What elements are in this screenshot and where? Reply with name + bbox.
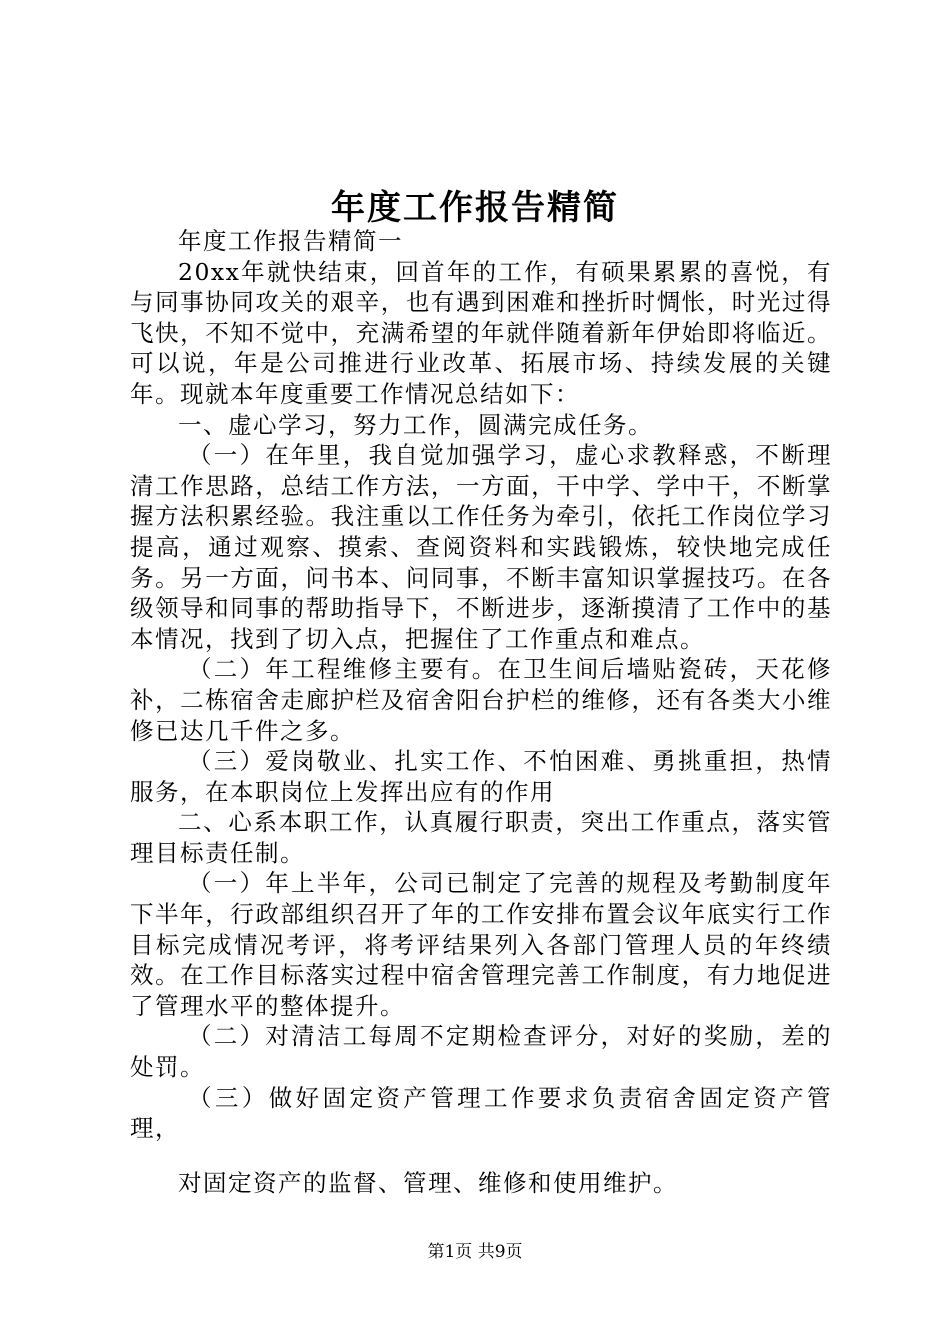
section-heading: 二、心系本职工作，认真履行职责，突出工作重点，落实管理目标责任制。 [130,808,832,867]
paragraph: 年度工作报告精简一 [178,227,403,255]
paragraph: 20xx年就快结束，回首年的工作，有硕果累累的喜悦，有与同事协同攻关的艰辛，也有遇到困难和挫折时惆怅，时光过得飞快，不知不觉中，充满希望的年就伴随着新年伊始即将临近。可以说，年是公司推进行业改革、拓展市场、持续发展的关键年。现就本年度重要工作情况总结如下： [130,257,832,408]
paragraph: 对固定资产的监督、管理、维修和使用维护。 [178,1168,678,1197]
paragraph: （一）在年里，我自觉加强学习，虚心求教释惑，不断理清工作思路，总结工作方法，一方面，干中学、学中干，不断掌握方法积累经验。我注重以工作任务为牵引，依托工作岗位学习提高，通过观察、摸索、查阅资料和实践锻炼，较快地完成任务。另一方面，问书本、问同事，不断丰富知识掌握技巧。在各级领导和同事的帮助指导下，不断进步，逐渐摸清了工作中的基本情况，找到了切入点，把握住了工作重点和难点。 [130,441,832,653]
paragraph: （二）对清洁工每周不定期检查评分，对好的奖励，差的处罚。 [130,1022,832,1082]
paragraph-gap [130,1144,832,1168]
paragraph: （二）年工程维修主要有。在卫生间后墙贴瓷砖，天花修补，二栋宿舍走廊护栏及宿舍阳台护栏的维修，还有各类大小维修已达几千件之多。 [130,655,832,745]
paragraph: （一）年上半年，公司已制定了完善的规程及考勤制度年下半年，行政部组织召开了年的工作安排布置会议年底实行工作目标完成情况考评，将考评结果列入各部门管理人员的年终绩效。在工作目标落实过程中宿舍管理完善工作制度，有力地促进了管理水平的整体提升。 [130,869,832,1020]
document-body [130,226,832,1198]
document-title: 年度工作报告精简 [331,188,619,228]
paragraph: （三）做好固定资产管理工作要求负责宿舍固定资产管理， [130,1083,832,1143]
page-footer: 第1页 共9页 [427,1242,523,1262]
paragraph: （三）爱岗敬业、扎实工作、不怕困难、勇挑重担，热情服务，在本职岗位上发挥出应有的作用 [130,747,832,806]
section-heading: 一、虚心学习，努力工作，圆满完成任务。 [178,410,653,439]
